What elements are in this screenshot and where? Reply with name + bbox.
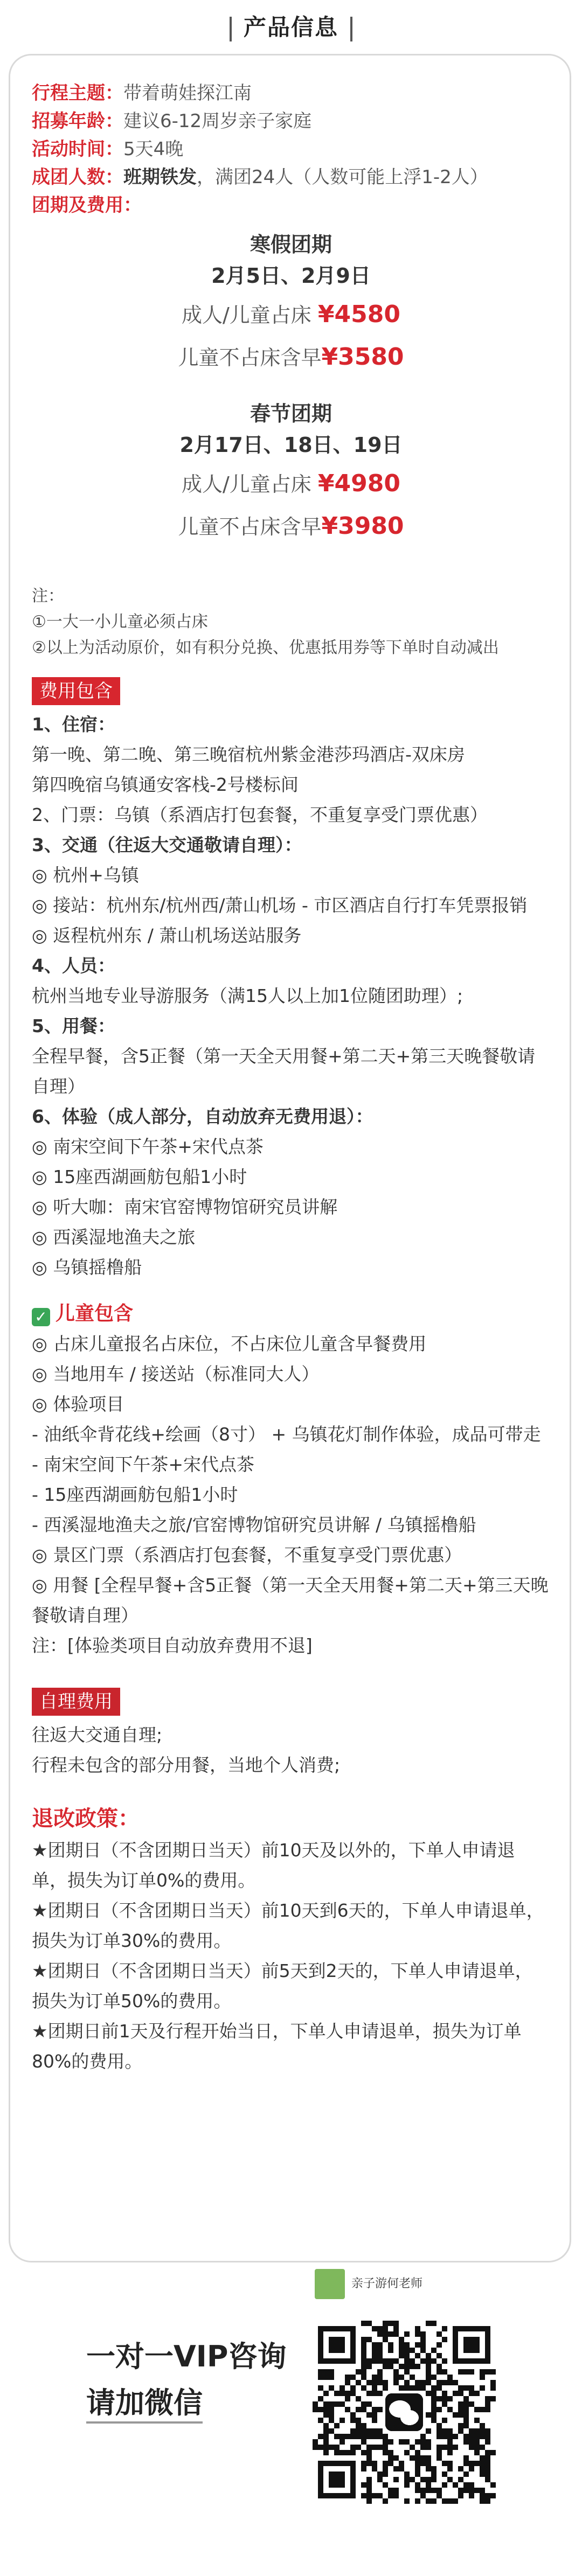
list-item: ★团期日（不含团期日当天）前10天到6天的，下单人申请退单，损失为订单30%的费用。: [32, 1900, 544, 1951]
fee-include-tag: 费用包含: [32, 677, 120, 705]
note-item: ②以上为活动原价，如有积分兑换、优惠抵用券等下单时自动减出: [32, 638, 499, 657]
list-item: ◎ 听大咖：南宋官窑博物馆研究员讲解: [32, 1196, 338, 1217]
kids-include-title: [32, 1299, 550, 1329]
note-head: 注：: [32, 587, 64, 605]
list-item: 2、门票：乌镇（系酒店打包套餐，不重复享受门票优惠）: [32, 804, 488, 825]
theme-row: [32, 79, 550, 107]
refund-title: 退改政策：: [32, 1806, 140, 1831]
group-dates: 2月5日、2月9日: [211, 264, 371, 288]
list-item: - 南宋空间下午茶+宋代点茶: [32, 1454, 255, 1475]
group-dates: 2月17日、18日、19日: [179, 433, 403, 457]
time-row: [32, 135, 550, 163]
divider-left: [230, 17, 232, 41]
list-item: 行程未包含的部分用餐，当地个人消费;: [32, 1755, 341, 1776]
list-item: 3、交通（往返大交通敬请自理）：: [32, 834, 302, 855]
self-pay-list: [32, 1720, 550, 1780]
theme-label: 行程主题：: [32, 82, 123, 104]
section-title-text: 产品信息: [243, 14, 338, 40]
list-item: 6、体验（成人部分，自动放弃无费用退）：: [32, 1106, 373, 1127]
note-item: ①一大一小儿童必须占床: [32, 612, 208, 631]
fee-include-list: [32, 709, 550, 1283]
list-item: ◎ 景区门票（系酒店打包套餐，不重复享受门票优惠）: [32, 1544, 462, 1565]
list-item: 4、人员：: [32, 955, 115, 976]
list-item: 第四晚宿乌镇通安客栈-2号楼标间: [32, 774, 299, 795]
group-size-label: 成团人数：: [32, 166, 123, 188]
group-size-row: [32, 163, 550, 191]
price-value: ¥4980: [317, 470, 400, 497]
list-item: ◎ 杭州+乌镇: [32, 865, 139, 886]
list-item: ◎ 体验项目: [32, 1394, 124, 1415]
price-label: 成人/儿童占床: [182, 303, 311, 327]
list-item: 全程早餐，含5正餐（第一天全天用餐+第二天+第三天晚餐敬请自理）: [32, 1046, 536, 1097]
kids-include-title-text: 儿童包含: [56, 1303, 134, 1325]
kids-include-section: [32, 1299, 550, 1661]
fee-label: 团期及费用：: [32, 194, 142, 216]
list-item: 1、住宿：: [32, 714, 115, 735]
group-size-value: ，满团24人（人数可能上浮1-2人）: [197, 166, 488, 188]
fee-row: [32, 191, 550, 219]
self-pay-tag: 自理费用: [32, 1688, 120, 1716]
page-header: [0, 0, 582, 50]
list-item: ◎ 接站：杭州东/杭州西/萧山机场 - 市区酒店自行打车凭票报销: [32, 895, 528, 916]
refund-section: [32, 1802, 550, 2077]
self-pay-section: [32, 1672, 550, 1780]
list-item: 杭州当地专业导游服务（满15人以上加1位随团助理）;: [32, 985, 463, 1006]
list-item: ◎ 15座西湖画舫包船1小时: [32, 1166, 247, 1187]
list-item: 第一晚、第二晚、第三晚宿杭州紫金港莎玛酒店-双床房: [32, 744, 465, 765]
list-item: ◎ 占床儿童报名占床位，不占床位儿童含早餐费用: [32, 1333, 427, 1354]
list-item: ◎ 用餐 [全程早餐+含5正餐（第一天全天用餐+第二天+第三天晚餐敬请自理）: [32, 1575, 549, 1626]
wechat-name: 亲子游何老师: [351, 2277, 423, 2290]
list-item: ★团期日前1天及行程开始当日，下单人申请退单，损失为订单80%的费用。: [32, 2021, 522, 2072]
list-item: - 15座西湖画舫包船1小时: [32, 1484, 238, 1505]
price-row: [32, 461, 550, 507]
price-label: 儿童不占床含早: [178, 515, 322, 539]
price-row: [32, 507, 550, 546]
price-row: [32, 338, 550, 377]
checkmark-icon: ✓: [32, 1308, 50, 1326]
list-item: 往返大交通自理;: [32, 1724, 163, 1745]
theme-value: 带着萌娃探江南: [123, 82, 252, 104]
kids-include-list: [32, 1329, 550, 1661]
section-title: [218, 10, 364, 42]
group-size-bold: 班期铁发: [123, 166, 197, 188]
divider-right: [350, 17, 352, 41]
list-item: - 油纸伞背花线+绘画（8寸） + 乌镇花灯制作体验，成品可带走: [32, 1424, 541, 1445]
group-name: 寒假团期: [250, 233, 332, 256]
list-item: ◎ 西溪湿地渔夫之旅: [32, 1227, 196, 1248]
list-item: 5、用餐：: [32, 1015, 115, 1036]
wechat-icon: [385, 2393, 423, 2431]
price-row: [32, 291, 550, 338]
list-item: ★团期日（不含团期日当天）前10天及以外的，下单人申请退单，损失为订单0%的费用。: [32, 1840, 515, 1891]
age-label: 招募年龄：: [32, 110, 123, 132]
group-spring: [32, 398, 550, 546]
add-wechat-text: 请加微信: [86, 2380, 203, 2424]
age-row: [32, 107, 550, 135]
price-label: 成人/儿童占床: [182, 472, 311, 496]
product-info-card: [9, 54, 571, 2262]
price-value: ¥3580: [321, 343, 404, 371]
fee-include-section: [32, 661, 550, 1283]
notes: [32, 583, 550, 661]
qr-code-icon[interactable]: [313, 2321, 496, 2504]
time-label: 活动时间：: [32, 138, 123, 160]
age-value: 建议6-12周岁亲子家庭: [123, 110, 312, 132]
group-winter: [32, 229, 550, 377]
group-name: 春节团期: [250, 402, 332, 426]
footer-contact: [0, 2262, 582, 2576]
time-value: 5天4晚: [123, 138, 184, 160]
wechat-avatar: [315, 2269, 345, 2299]
list-item: ◎ 南宋空间下午茶+宋代点茶: [32, 1136, 264, 1157]
refund-list: [32, 1835, 550, 2077]
price-value: ¥4580: [317, 301, 400, 328]
list-item: - 西溪湿地渔夫之旅/官窑博物馆研究员讲解 / 乌镇摇橹船: [32, 1514, 476, 1535]
vip-consult-text: 一对一VIP咨询: [86, 2340, 287, 2373]
list-item: ★团期日（不含团期日当天）前5天到2天的，下单人申请退单，损失为订单50%的费用。: [32, 1960, 533, 2011]
price-label: 儿童不占床含早: [178, 346, 322, 370]
list-item: 注：[体验类项目自动放弃费用不退]: [32, 1635, 313, 1656]
list-item: ◎ 当地用车 / 接送站（标准同大人）: [32, 1363, 320, 1384]
list-item: ◎ 返程杭州东 / 萧山机场送站服务: [32, 925, 302, 946]
list-item: ◎ 乌镇摇橹船: [32, 1257, 142, 1278]
price-value: ¥3980: [321, 512, 404, 540]
